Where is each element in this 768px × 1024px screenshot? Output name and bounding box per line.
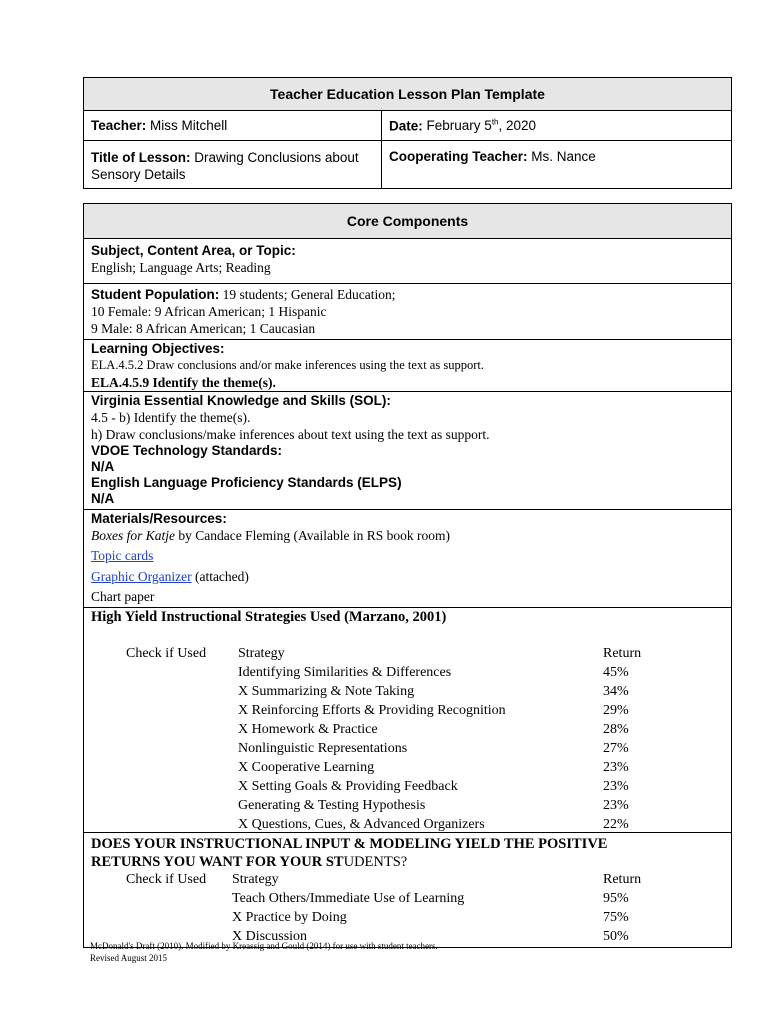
subject-label: Subject, Content Area, or Topic: [91,243,296,258]
materials-line-3 [91,567,724,587]
strategy-strategy: X Questions, Cues, & Advanced Organizers [238,817,485,832]
materials-book-rest: by Candace Fleming (Available in RS book room) [175,528,450,543]
subject-cell [84,239,732,284]
coop-teacher-label: Cooperating Teacher: [389,149,528,164]
input-title-line-1: DOES YOUR INSTRUCTIONAL INPUT & MODELING YIELD THE POSITIVE [91,836,608,852]
date-cell [382,111,732,141]
input-col-return: Return [603,872,642,887]
materials-label: Materials/Resources: [91,511,227,526]
lesson-title-value: Drawing Conclusions about Sensory Details [91,150,359,182]
coop-teacher-value: Ms. Nance [531,149,596,164]
population-cell [84,284,732,340]
population-line-1 [91,286,724,303]
sol-line-2: h) Draw conclusions/make inferences about text using the text as support. [91,427,490,442]
objectives-cell [84,340,732,392]
date-value [427,118,537,133]
footer-citation: McDonald's Draft (2010). Modified by Kreassig and Gould (2014) for use with student teachers. [90,941,438,951]
strategy-return: 23% [603,760,629,775]
strategy-row [91,663,724,682]
input-strategy-row [91,889,724,908]
input-col-strategy: Strategy [232,872,279,887]
strategy-return: 23% [603,779,629,794]
core-components-table [83,203,732,948]
input-title-line-2 [91,853,407,871]
strategy-return: 23% [603,798,629,813]
input-strategy-strategy: X Discussion [232,929,308,944]
footer-revised: Revised August 2015 [90,953,168,963]
input-col-check: Check if Used [126,872,207,887]
template-title [84,78,732,111]
standards-cell [84,392,732,510]
strategies-block [91,608,724,832]
objectives-line-2: ELA.4.5.9 Identify the theme(s). [91,375,276,390]
input-strategy-return: 75% [603,910,629,925]
elps-value: N/A [91,491,115,506]
template-title-text: Teacher Education Lesson Plan Template [270,86,545,102]
teacher-value: Miss Mitchell [150,118,228,133]
core-components-title: Core Components [346,213,469,229]
materials-cell [84,510,732,608]
materials-book-title: Boxes for Katje [91,528,175,543]
materials-line-2 [91,545,724,567]
input-strategy-return: 95% [603,891,629,906]
population-line-3: 9 Male: 8 African American; 1 Caucasian [91,321,316,336]
strategy-return: 27% [603,741,629,756]
date-value-year: , 2020 [498,118,537,134]
lesson-title-cell [84,141,382,189]
date-value-main: February 5 [426,118,492,134]
graphic-organizer-rest: (attached) [191,569,249,584]
input-cell [84,833,732,948]
strategies-title: High Yield Instructional Strategies Used (Marzano, 2001) [91,609,447,625]
strategy-row [91,720,724,739]
subject-value: English; Language Arts; Reading [91,260,271,275]
teacher-label: Teacher: [91,118,147,133]
input-strategy-return: 50% [603,929,629,944]
elps-label: English Language Proficiency Standards (ELPS) [91,475,402,490]
graphic-organizer-link[interactable]: Graphic Organizer [91,569,192,584]
objectives-label: Learning Objectives: [91,341,225,356]
strategy-row [91,758,724,777]
vdoe-label: VDOE Technology Standards: [91,443,283,458]
objectives-line-1: ELA.4.5.2 Draw conclusions and/or make inferences using the text as support. [91,358,484,372]
strategy-row [91,815,724,834]
input-title-line-2-rest: UDENTS? [343,854,408,870]
teacher-cell [84,111,382,141]
population-value-1: 19 students; General Education; [222,287,396,302]
strategy-return: 28% [603,722,629,737]
strategy-row [91,777,724,796]
header-table [83,77,732,189]
strategy-row [91,682,724,701]
date-value-sup: th [491,117,499,127]
strategies-header-row [91,644,724,663]
strategy-strategy: X Summarizing & Note Taking [238,684,415,699]
input-strategy-strategy: Teach Others/Immediate Use of Learning [232,891,465,906]
strategies-col-check: Check if Used [126,646,207,661]
topic-cards-link[interactable]: Topic cards [91,548,154,563]
strategies-cell [84,608,732,833]
vdoe-value: N/A [91,459,115,474]
strategy-row [91,796,724,815]
strategy-strategy: X Setting Goals & Providing Feedback [238,779,458,794]
sol-label: Virginia Essential Knowledge and Skills (SOL): [91,393,391,408]
sol-line-1: 4.5 - b) Identify the theme(s). [91,410,251,425]
strategy-strategy: Identifying Similarities & Differences [238,665,452,680]
strategy-return: 22% [603,817,629,832]
strategy-return: 29% [603,703,629,718]
strategy-strategy: Generating & Testing Hypothesis [238,798,426,813]
input-strategy-row [91,908,724,927]
input-title-line-2-bold: RETURNS YOU WANT FOR YOUR ST [91,854,344,870]
strategy-strategy: Nonlinguistic Representations [238,741,408,756]
strategy-row [91,739,724,758]
input-block [91,833,724,947]
core-components-header [84,204,732,239]
strategies-col-return: Return [603,646,642,661]
input-strategy-strategy: X Practice by Doing [232,910,347,925]
strategy-strategy: X Homework & Practice [238,722,378,737]
strategy-return: 34% [603,684,629,699]
materials-line-1 [91,527,724,545]
strategy-row [91,701,724,720]
lesson-title-label: Title of Lesson: [91,150,191,165]
materials-line-4: Chart paper [91,589,155,604]
strategies-col-strategy: Strategy [238,646,285,661]
strategy-return: 45% [603,665,629,680]
strategy-strategy: X Cooperative Learning [238,760,375,775]
population-label: Student Population: [91,287,220,302]
date-label: Date: [389,118,423,134]
population-line-2: 10 Female: 9 African American; 1 Hispanic [91,304,327,319]
coop-teacher-cell [382,141,732,189]
strategy-strategy: X Reinforcing Efforts & Providing Recognition [238,703,506,718]
input-header-row [91,870,724,889]
